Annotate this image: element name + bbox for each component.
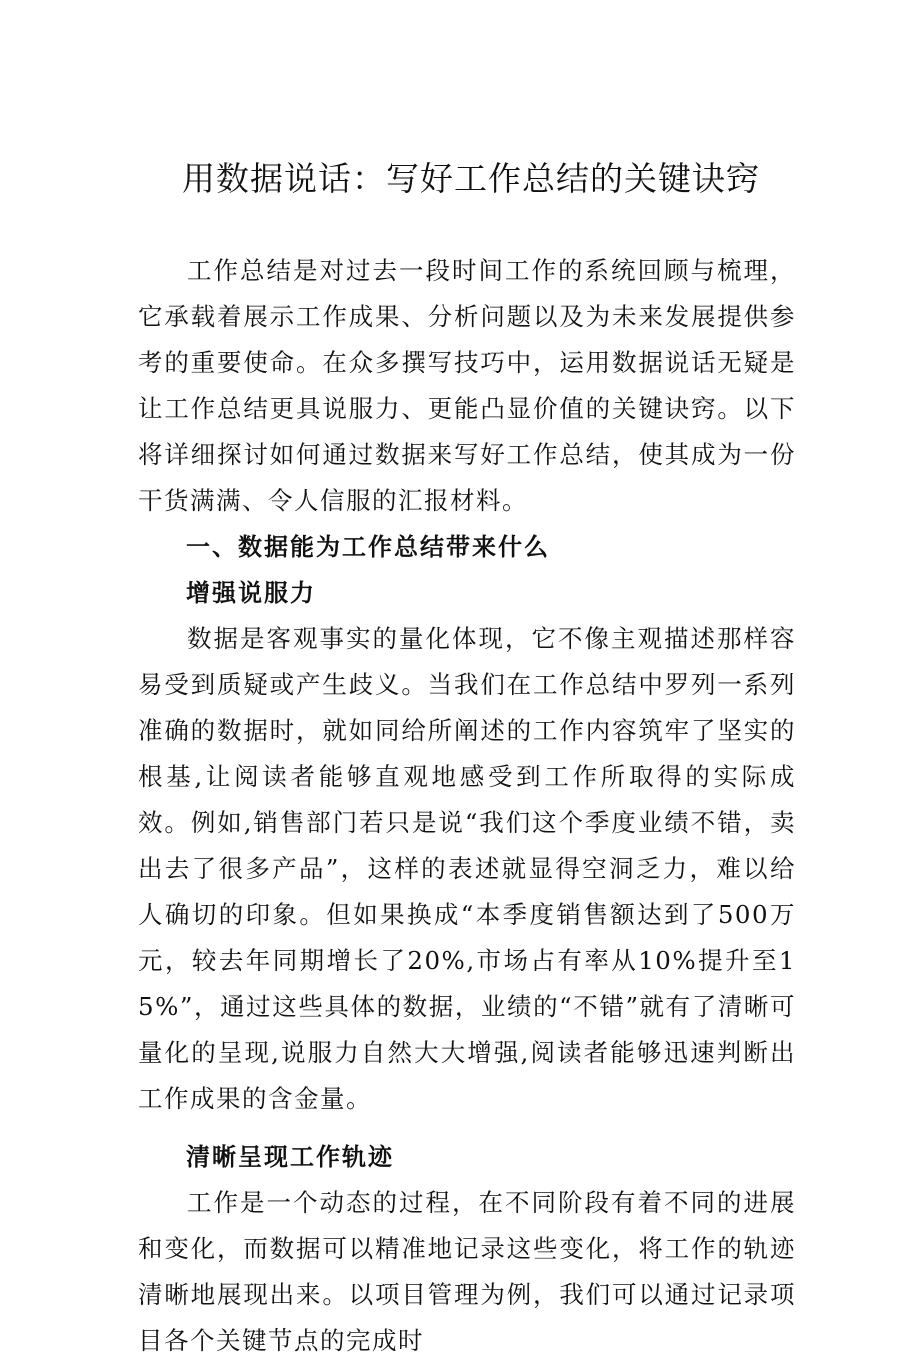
- document-title: 用数据说话：写好工作总结的关键诀窍: [182, 159, 760, 198]
- work-trajectory-paragraph: 工作是一个动态的过程，在不同阶段有着不同的进展和变化，而数据可以精准地记录这些变化，将工作的轨迹清晰地展现出来。以项目管理为例，我们可以通过记录项目各个关键节点的完成时: [138, 1188, 796, 1355]
- persuasiveness-paragraph: 数据是客观事实的量化体现，它不像主观描述那样容易受到质疑或产生歧义。当我们在工作总结中罗列一系列准确的数据时，就如同给所阐述的工作内容筑牢了坚实的根基,让阅读者能够直观地感受到工作所取得的实际成效。例如,销售部门若只是说“我们这个季度业绩不错，卖出去了很多产品”，这样的表述就显得空洞乏力，难以给人确切的印象。但如果换成“本季度销售额达到了500万元，较去年同期增长了20%,市场占有率从10%提升至15%”，通过这些具体的数据，业绩的“不错”就有了清晰可量化的呈现,说服力自然大大增强,阅读者能够迅速判断出工作成果的含金量。: [138, 624, 796, 1113]
- subsection-heading-work-trajectory: 清晰呈现工作轨迹: [186, 1143, 394, 1171]
- subsection-heading-persuasiveness: 增强说服力: [186, 579, 316, 607]
- section-heading-1: 一、数据能为工作总结带来什么: [186, 533, 550, 561]
- intro-paragraph: 工作总结是对过去一段时间工作的系统回顾与梳理，它承载着展示工作成果、分析问题以及为未来发展提供参考的重要使命。在众多撰写技巧中，运用数据说话无疑是让工作总结更具说服力、更能凸显价值的关键诀窍。以下将详细探讨如何通过数据来写好工作总结，使其成为一份干货满满、令人信服的汇报材料。: [138, 256, 796, 515]
